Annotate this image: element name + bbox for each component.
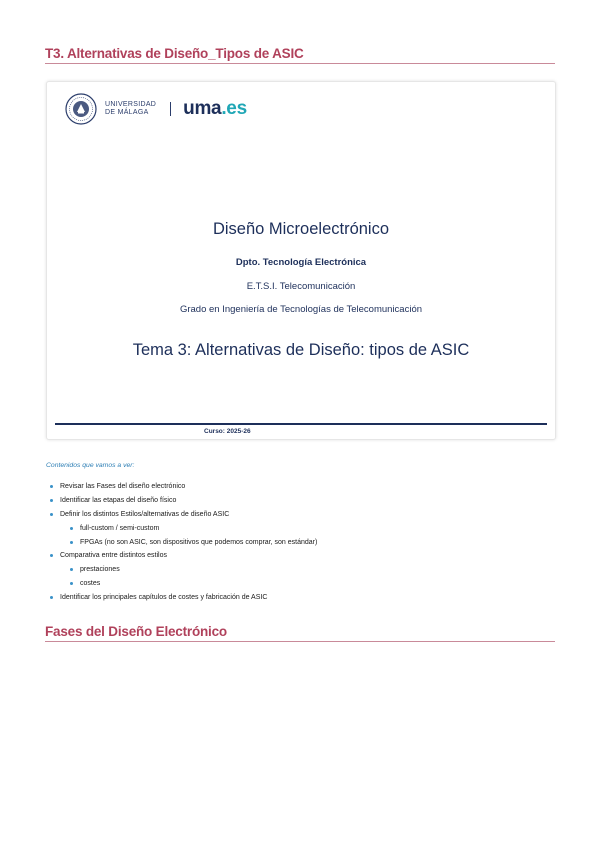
list-item	[48, 537, 548, 551]
university-name-line1: UNIVERSIDAD	[105, 101, 157, 108]
bullet-icon	[50, 513, 53, 516]
list-item-text: Revisar las Fases del diseño electrónico	[60, 483, 186, 490]
list-item	[48, 495, 548, 509]
university-seal-icon	[65, 93, 97, 125]
list-item-text: Identificar las etapas del diseño físico	[60, 496, 177, 504]
bullet-icon	[70, 527, 73, 530]
list-item-text: costes	[80, 580, 101, 588]
list-item	[48, 578, 548, 592]
course-title: Diseño Microelectrónico	[212, 220, 390, 238]
bullet-icon	[50, 554, 53, 557]
university-name	[105, 101, 156, 117]
list-item	[48, 550, 548, 564]
list-item-text: Definir los distintos Estilos/alternativas de diseño ASIC	[60, 510, 230, 518]
degree: Grado en Ingeniería de Tecnologías de Telecomunicación	[179, 304, 423, 315]
list-item-text: full-custom / semi-custom	[80, 524, 160, 532]
contents-intro: Contenidos que vamos a ver:	[46, 462, 135, 469]
bullet-icon	[70, 541, 73, 544]
list-item	[48, 523, 548, 537]
uma-logo-text: uma	[183, 98, 222, 119]
section-title-1: T3. Alternativas de Diseño_Tipos de ASIC	[45, 46, 555, 64]
list-item-text: Identificar los principales capítulos de costes y fabricación de ASIC	[60, 594, 268, 602]
section-title-2: Fases del Diseño Electrónico	[45, 624, 555, 642]
department: Dpto. Tecnología Electrónica	[235, 257, 367, 268]
list-item	[48, 509, 548, 523]
list-item-text: prestaciones	[80, 566, 120, 574]
list-item	[48, 481, 548, 495]
bullet-icon	[50, 485, 53, 488]
es-logo-text: .es	[221, 98, 247, 119]
list-item-text: FPGAs (no son ASIC, son dispositivos que podemos comprar, son estándar)	[80, 538, 318, 546]
contents-list	[48, 481, 548, 606]
slide-footer-bar	[55, 423, 547, 425]
topic-title: Tema 3: Alternativas de Diseño: tipos de ASIC	[132, 341, 470, 359]
list-item	[48, 592, 548, 606]
university-logo	[65, 91, 247, 127]
logo-divider	[170, 102, 171, 116]
list-item	[48, 564, 548, 578]
list-item-text: Comparativa entre distintos estilos	[60, 552, 167, 560]
school: E.T.S.I. Telecomunicación	[246, 281, 356, 292]
uma-es-logo	[183, 98, 247, 120]
bullet-icon	[70, 568, 73, 571]
bullet-icon	[50, 596, 53, 599]
university-name-line2: DE MÁLAGA	[105, 109, 149, 116]
academic-year: Curso: 2025-26	[204, 428, 251, 435]
bullet-icon	[50, 499, 53, 502]
title-slide	[46, 81, 556, 440]
bullet-icon	[70, 582, 73, 585]
